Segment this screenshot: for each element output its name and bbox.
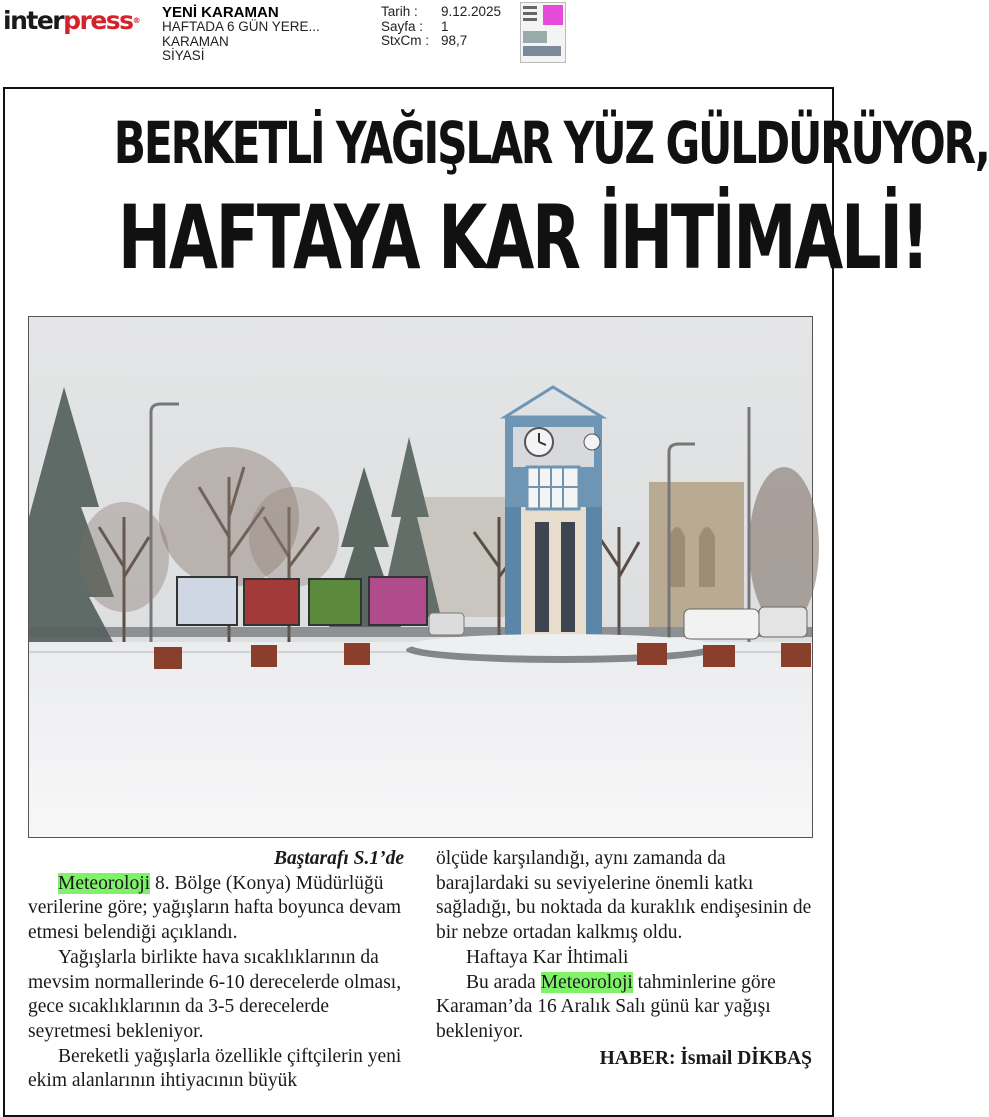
paragraph-5 xyxy=(436,971,812,1045)
paragraph-3: Bereketli yağışlarla özellikle çiftçilerin yeni ekim alanlarının ihtiyacının büyük xyxy=(28,1045,402,1092)
paragraph-1-text: 8. Bölge (Konya) Müdürlüğü verilerine göre; yağışların hafta boyunca devam etmesi belendiği açıklandı. xyxy=(28,872,402,944)
highlighted-keyword: Meteoroloji xyxy=(540,971,633,993)
city: KARAMAN xyxy=(162,33,229,49)
clipping-info-table xyxy=(381,5,501,49)
paragraph-1 xyxy=(28,872,404,946)
page-value: 1 xyxy=(441,18,449,34)
thumb-line xyxy=(523,12,537,15)
page-label: Sayfa : xyxy=(381,18,424,34)
headline-line-2: HAFTAYA KAR İHTİMALİ! xyxy=(118,186,928,289)
source-note: Baştarafı S.1’de xyxy=(273,848,404,869)
date-value: 9.12.2025 xyxy=(441,4,502,19)
article-short-title: HAFTADA 6 GÜN YERE... xyxy=(162,19,320,34)
highlighted-keyword: Meteoroloji xyxy=(58,872,151,894)
logo-part-inter: inter xyxy=(3,6,64,35)
stxcm-label: StxCm : xyxy=(381,33,430,48)
clock-tower xyxy=(505,387,602,637)
category: SİYASİ xyxy=(162,48,205,63)
thumb-image xyxy=(523,31,547,43)
logo-part-press: press xyxy=(63,6,133,35)
paragraph-2: Yağışlarla birlikte hava sıcaklıklarının da mevsim normallerinde 6-10 derecelerde olması, gece sıcaklıklarının da 3-5 derecelerde seyretmesi bekleniyor. xyxy=(28,946,402,1042)
stxcm-row xyxy=(381,34,501,49)
article-column-1 xyxy=(28,847,404,1094)
article-column-2 xyxy=(436,847,812,1071)
paragraph-5-text: tahminlerine göre Karaman’da 16 Aralık Salı günü kar yağışı bekleniyor. xyxy=(436,971,776,1042)
publication-name: YENİ KARAMAN xyxy=(162,4,279,21)
subheading: Haftaya Kar İhtimali xyxy=(466,946,629,968)
date-label: Tarih : xyxy=(381,4,418,19)
paragraph-5-lead: Bu arada xyxy=(466,971,541,993)
date-row xyxy=(381,5,501,20)
thumb-line xyxy=(523,18,537,21)
interpress-logo xyxy=(3,6,141,36)
publication-info xyxy=(162,5,320,64)
paragraph-4: ölçüde karşılandığı, aynı zamanda da barajlardaki su seviyelerine önemli katkı sağladığı, bu noktada da kuraklık endişesinin de bir nebze ortadan kalkmış oldu. xyxy=(436,848,812,944)
page-row xyxy=(381,20,501,35)
headline-line-1: BERKETLİ YAĞIŞLAR YÜZ GÜLDÜRÜYOR, xyxy=(113,109,989,177)
thumb-ad-block xyxy=(543,5,563,25)
author-byline: HABER: İsmail DİKBAŞ xyxy=(599,1047,812,1069)
snowy-square-photo xyxy=(28,316,813,838)
page-thumbnail[interactable] xyxy=(520,2,566,63)
thumb-image xyxy=(523,46,561,56)
registered-mark: ® xyxy=(132,16,141,25)
stxcm-value: 98,7 xyxy=(441,33,468,48)
thumb-line xyxy=(523,6,537,9)
